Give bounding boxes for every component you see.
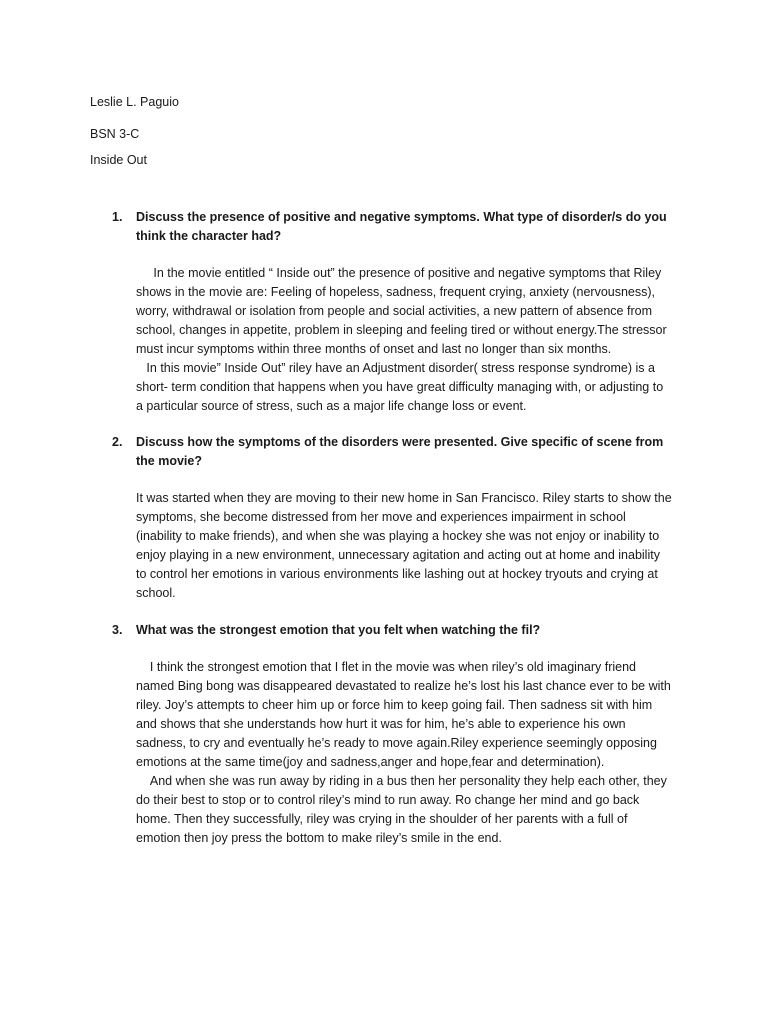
document-subject: Inside Out bbox=[90, 153, 147, 167]
question-3 bbox=[112, 621, 672, 640]
answer-1-paragraph-2: In this movie” Inside Out” riley have an Adjustment disorder( stress response syndrome) is a short- term condition that happens when you have great difficulty managing with, or adjusting to a particular source of stress, such as a major life change loss or event. bbox=[136, 361, 664, 413]
question-3-text: What was the strongest emotion that you felt when watching the fil? bbox=[136, 623, 541, 637]
author-name: Leslie L. Paguio bbox=[90, 95, 179, 109]
answer-2-paragraph-1: It was started when they are moving to their new home in San Francisco. Riley starts to show the symptoms, she become distressed from her move and experiences impairment in school (inability to make friends), and when she was playing a hockey she was not enjoy or inability to enjoy playing in a new environment, unnecessary agitation and acting out at home and inability to control her emotions in various environments like lashing out at hockey tryouts and crying at school. bbox=[136, 491, 672, 600]
class-section: BSN 3-C bbox=[90, 127, 140, 141]
question-3-number: 3. bbox=[112, 623, 123, 637]
question-2 bbox=[112, 433, 672, 471]
answer-3 bbox=[136, 658, 672, 848]
question-1-number: 1. bbox=[112, 210, 123, 224]
answer-3-paragraph-2: And when she was run away by riding in a bus then her personality they help each other, they do their best to stop or to control riley’s mind to run away. Ro change her mind and go back home. Then they successfully, riley was crying in the shoulder of her parents with a full of emotion then joy press the bottom to make riley’s smile in the end. bbox=[136, 774, 667, 845]
answer-1 bbox=[136, 264, 672, 416]
question-2-number: 2. bbox=[112, 435, 123, 449]
question-1 bbox=[112, 208, 672, 246]
question-1-text: Discuss the presence of positive and negative symptoms. What type of disorder/s do you think the character had? bbox=[136, 210, 667, 243]
question-2-text: Discuss how the symptoms of the disorders were presented. Give specific of scene from the movie? bbox=[136, 435, 664, 468]
answer-3-paragraph-1: I think the strongest emotion that I flet in the movie was when riley’s old imaginary friend named Bing bong was disappeared devastated to realize he’s lost his last chance ever to be with riley. Joy’s attempts to cheer him up or force him to keep going fail. Then sadness sit with him and shows that she understands how hurt it was for him, he’s able to experience his own sadness, to cry and eventually he’s ready to move again.Riley experience seemingly opposing emotions at the same time(joy and sadness,anger and hope,fear and determination). bbox=[136, 660, 671, 769]
answer-1-paragraph-1: In the movie entitled “ Inside out” the presence of positive and negative symptoms that Riley shows in the movie are: Feeling of hopeless, sadness, frequent crying, anxiety (nervousness), worry, withdrawal or isolation from people and social activities, a new pattern of absence from school, changes in appetite, problem in sleeping and feeling tired or without energy.The stressor must incur symptoms within three months of onset and last no longer than six months. bbox=[136, 266, 667, 356]
answer-2 bbox=[136, 489, 672, 603]
